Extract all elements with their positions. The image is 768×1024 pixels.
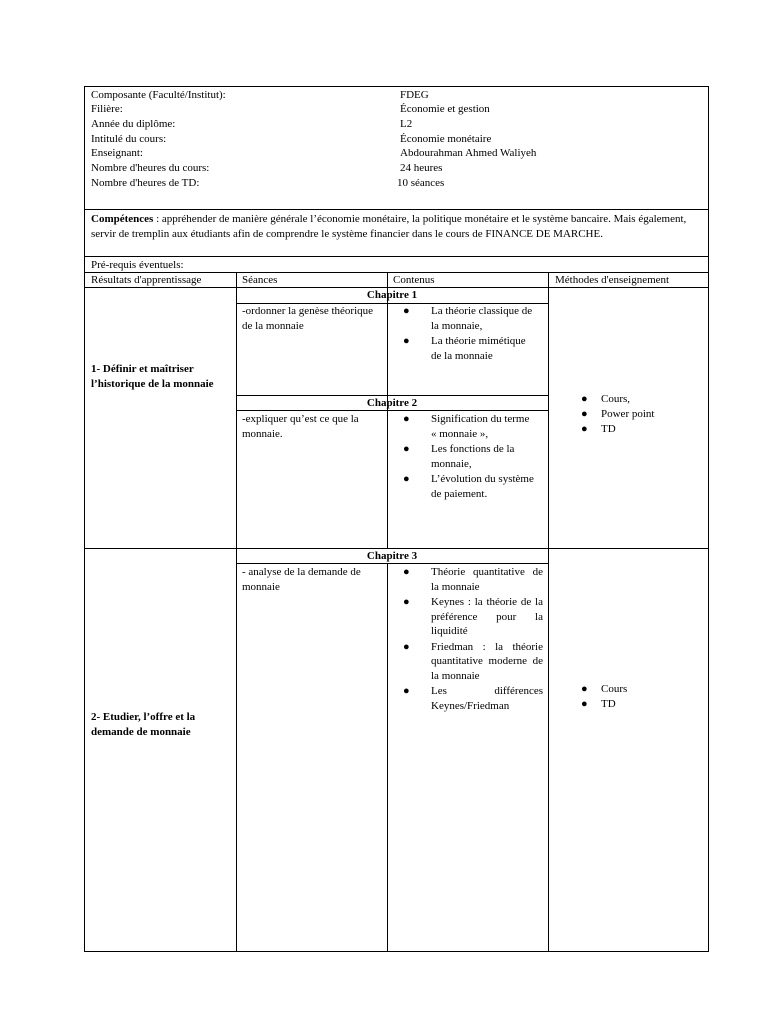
bullet-icon: ● — [403, 685, 410, 697]
info-label-enseignant: Enseignant: — [91, 147, 143, 159]
competences-paragraph — [91, 212, 691, 241]
bullet-icon: ● — [581, 423, 588, 435]
column-divider-2b — [387, 563, 388, 952]
bullet-icon: ● — [403, 413, 410, 425]
list-item: ● Keynes : la théorie de la préférence pour la liquidité — [403, 596, 543, 637]
result-1: 1- Définir et maîtriser l’historique de la monnaie — [91, 363, 214, 390]
bullet-icon: ● — [403, 566, 410, 578]
info-value-heures-cours: 24 heures — [400, 162, 443, 174]
methods-1-list — [577, 392, 697, 437]
bullet-icon: ● — [403, 596, 410, 608]
chap2-contents-list — [393, 412, 536, 502]
methods-2-list — [577, 682, 697, 712]
bullet-icon: ● — [403, 473, 410, 485]
info-label-intitule: Intitulé du cours: — [91, 133, 167, 145]
info-label-annee: Année du diplôme: — [91, 118, 176, 130]
result-2: 2- Etudier, l’offre et la demande de monnaie — [91, 711, 196, 738]
list-item: ● Signification du terme « monnaie », — [403, 413, 530, 440]
info-label-heures-td: Nombre d'heures de TD: — [91, 177, 200, 189]
divider-info-bottom — [84, 209, 709, 210]
chap1-seance: -ordonner la genèse théorique de la monnaie — [242, 305, 374, 332]
info-value-intitule: Économie monétaire — [400, 133, 492, 145]
chapter-2-title: Chapitre 2 — [366, 397, 418, 409]
list-item: ● La théorie classique de la monnaie, — [403, 305, 533, 332]
list-item: ● Friedman : la théorie quantitative moderne de la monnaie — [403, 640, 543, 682]
list-item: ● Les fonctions de la monnaie, — [403, 443, 515, 470]
column-divider-3 — [548, 272, 549, 952]
list-item: ● TD — [581, 698, 616, 710]
info-label-composante: Composante (Faculté/Institut): — [91, 89, 226, 101]
list-item: ● L’évolution du système de paiement. — [403, 473, 534, 500]
chap3-title-bottom — [236, 563, 548, 564]
bullet-icon: ● — [403, 640, 410, 653]
list-item: ● Les différences Keynes/Friedman — [403, 685, 543, 712]
bullet-icon: ● — [403, 443, 410, 455]
list-item: ● Cours, — [581, 393, 631, 405]
prerequis-label: Pré-requis éventuels: — [91, 259, 184, 271]
column-divider-1 — [236, 272, 237, 952]
bullet-icon: ● — [581, 683, 588, 695]
bullet-icon: ● — [581, 393, 588, 405]
bullet-icon: ● — [581, 698, 588, 710]
list-item: ● Power point — [581, 408, 655, 420]
header-contenus: Contenus — [393, 274, 435, 286]
list-item: ● TD — [581, 423, 616, 435]
list-item: ● Théorie quantitative de la monnaie — [403, 566, 543, 593]
chap3-contents-list — [393, 565, 543, 714]
info-value-filiere: Économie et gestion — [400, 103, 490, 115]
header-seances: Séances — [242, 274, 278, 286]
list-item: ● La théorie mimétique de la monnaie — [403, 335, 526, 362]
info-value-annee: L2 — [400, 118, 413, 130]
info-label-heures-cours: Nombre d'heures du cours: — [91, 162, 210, 174]
info-value-enseignant: Abdourahman Ahmed Waliyeh — [400, 147, 537, 159]
info-value-heures-td: 10 séances — [397, 177, 445, 189]
bullet-icon: ● — [403, 305, 410, 317]
chap3-seance: - analyse de la demande de monnaie — [242, 566, 361, 593]
chap2-title-bottom — [236, 410, 548, 411]
header-methodes: Méthodes d'enseignement — [555, 274, 670, 286]
list-item: ● Cours — [581, 683, 628, 695]
chap1-contents-list — [393, 304, 533, 364]
header-resultats: Résultats d'apprentissage — [91, 274, 202, 286]
competences-label: Compétences — [91, 213, 154, 225]
chapter-3-title: Chapitre 3 — [366, 550, 418, 562]
chap2-seance: -expliquer qu’est ce que la monnaie. — [242, 413, 359, 440]
bullet-icon: ● — [581, 408, 588, 420]
bullet-icon: ● — [403, 335, 410, 347]
divider-competences-bottom — [84, 256, 709, 257]
chapter-1-title: Chapitre 1 — [366, 289, 418, 301]
info-value-composante: FDEG — [400, 89, 429, 101]
info-label-filiere: Filière: — [91, 103, 123, 115]
competences-text: : appréhender de manière générale l’économie monétaire, la politique monétaire et le système bancaire. Mais également, servir de tremplin aux étudiants afin de comprendre le système financier dans le cours de FINANCE DE MARCHE. — [91, 213, 687, 240]
